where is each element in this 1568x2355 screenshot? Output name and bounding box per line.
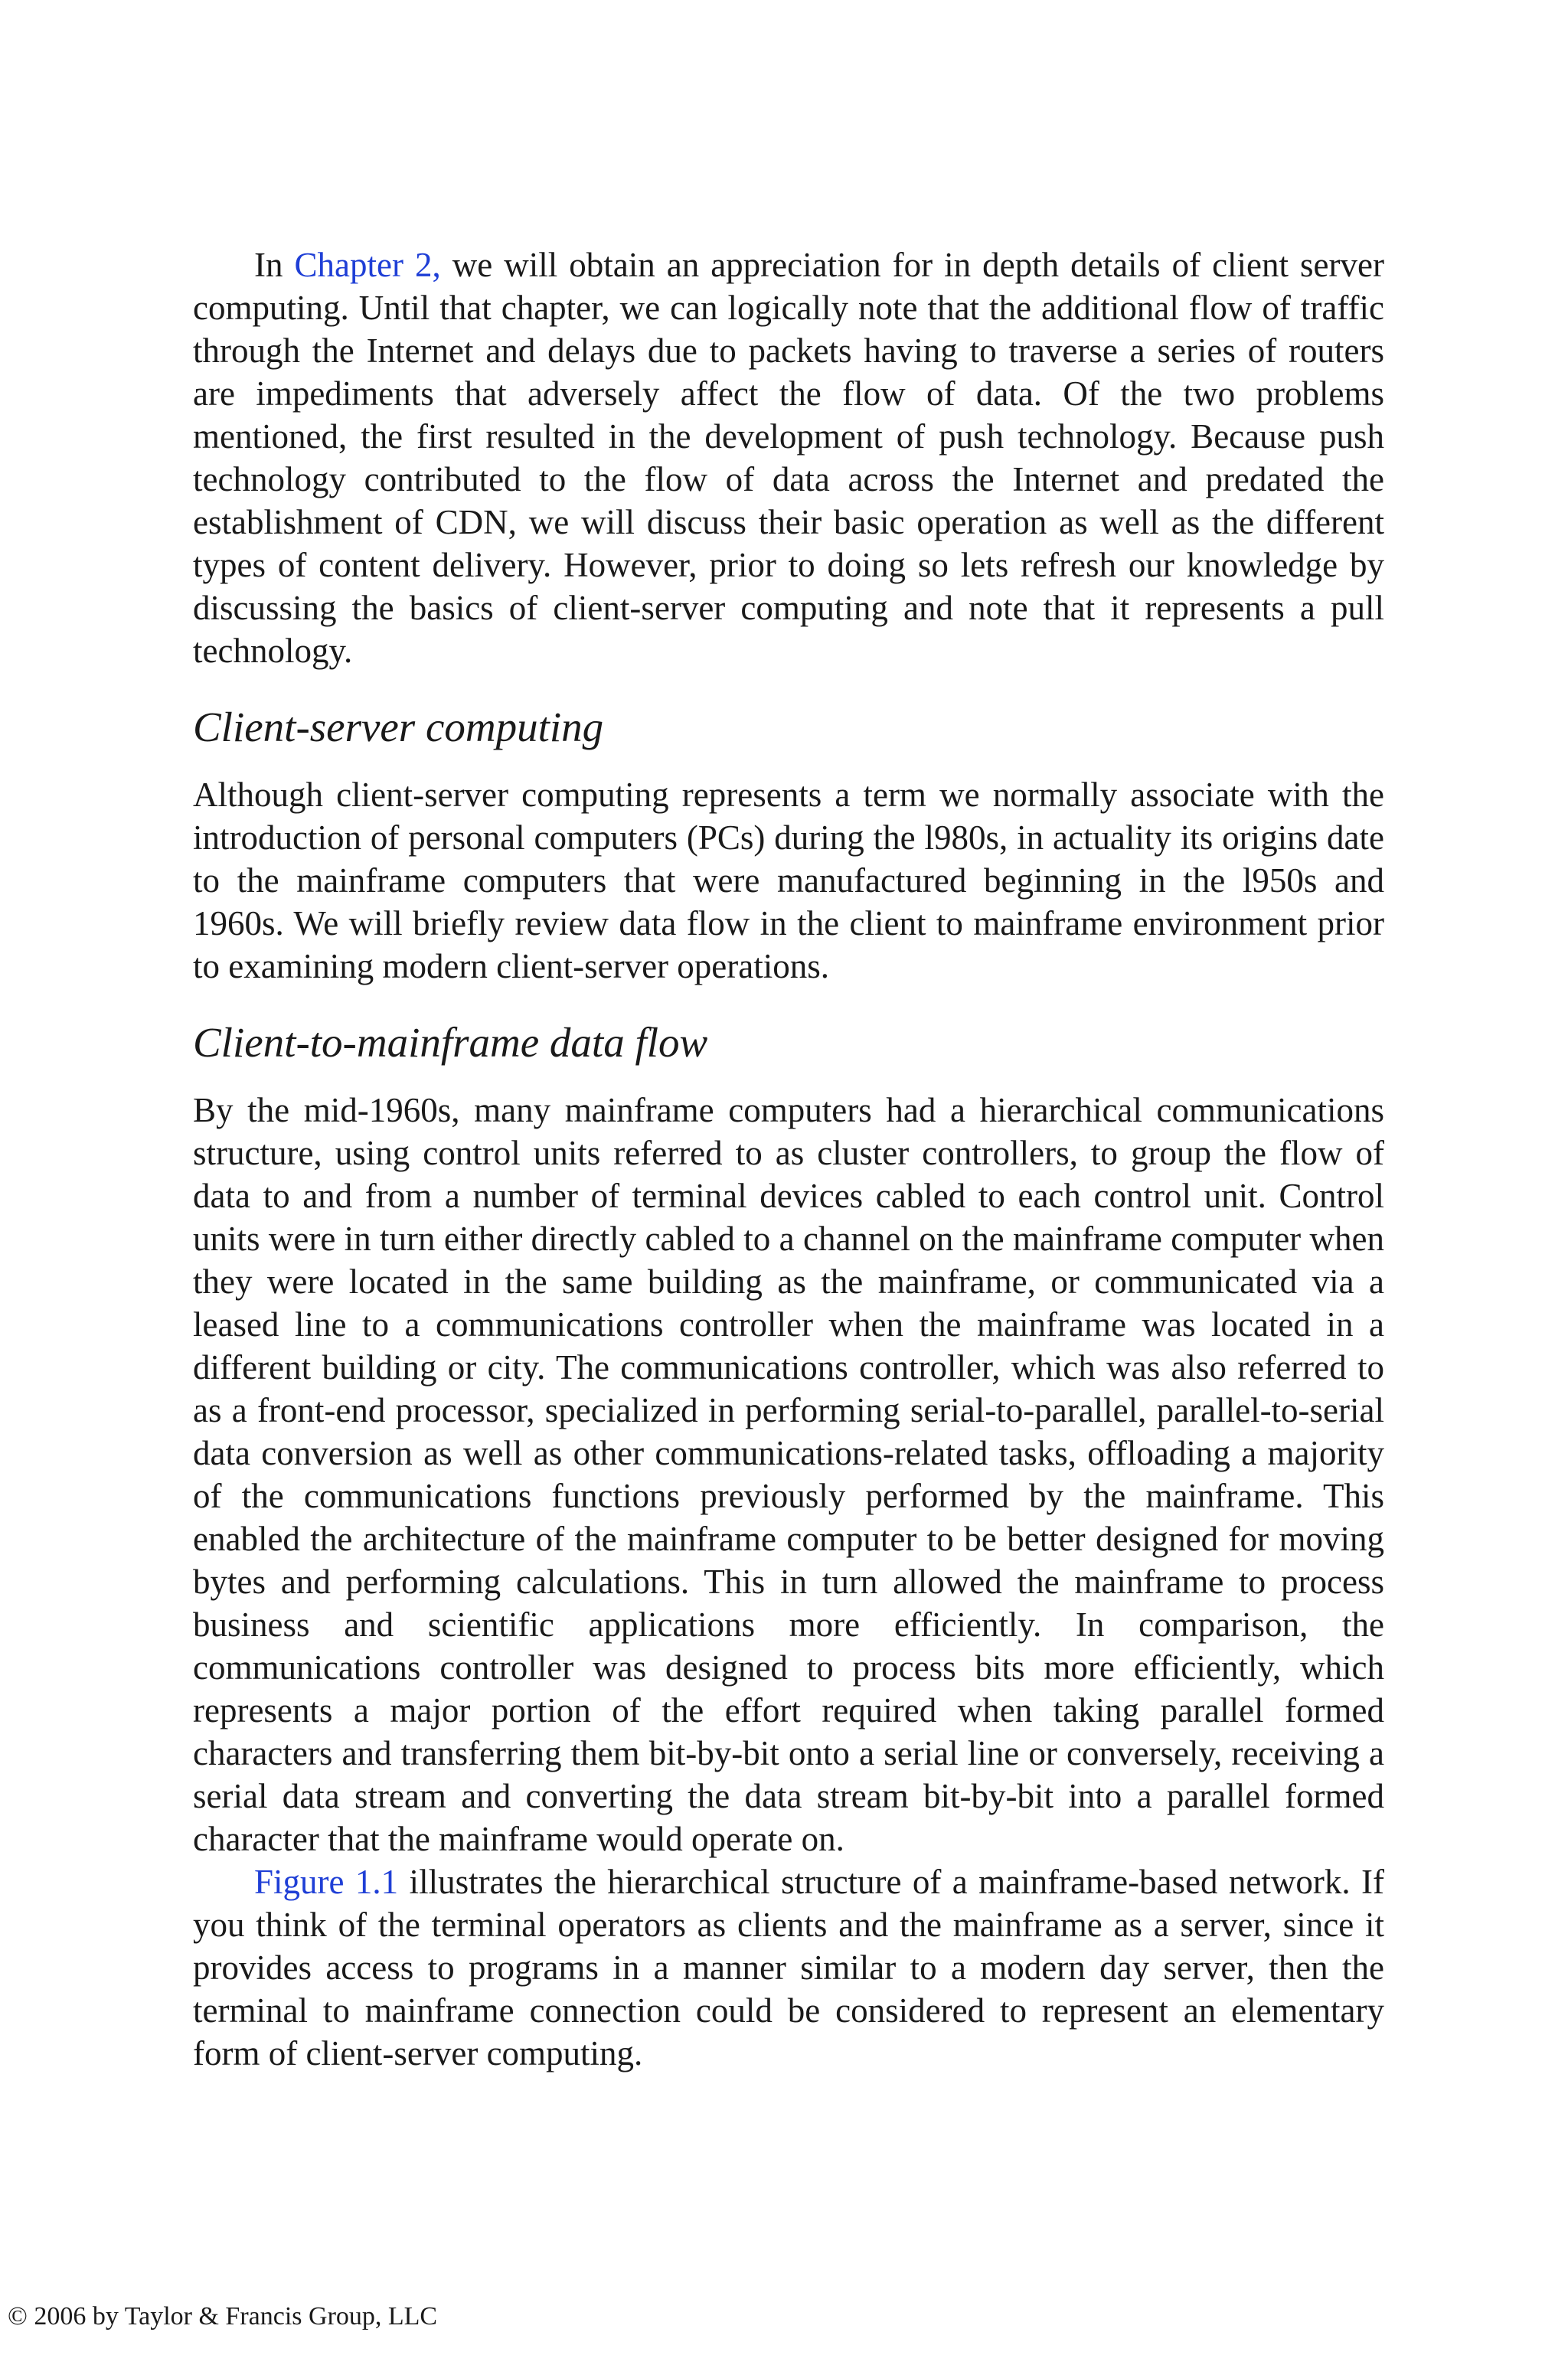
section-heading-client-server: Client-server computing — [193, 704, 604, 750]
intro-lead: In — [254, 246, 295, 284]
client-server-paragraph: Although client-server computing represents a term we normally associate with the introduction of personal computers (PCs) during the l980s, in actuality its origins date to the mainframe computers that were manufactured beginning in the l950s and 1960s. We will briefly review data flow in the client to mainframe environment prior to examining modern client-server operations. — [193, 776, 1384, 985]
copyright-footer: © 2006 by Taylor & Francis Group, LLC — [8, 2302, 438, 2331]
mainframe-paragraph: By the mid-1960s, many mainframe computers had a hierarchical communications structure, using control units referred to as cluster controllers, to group the flow of data to and from a number of terminal devices cabled to each control unit. Control units were in turn either directly cabled to a channel on the mainframe computer when they were located in the same building as the mainframe, or communicated via a leased line to a communications controller when the mainframe was located in a different building or city. The communications controller, which was also referred to as a front-end processor, specialized in performing serial-to-parallel, parallel-to-serial data conversion as well as other communications-related tasks, offloading a majority of the communications functions previously performed by the mainframe. This enabled the architecture of the mainframe computer to be better designed for moving bytes and performing calculations. This in turn allowed the mainframe to process business and scientific applications more efficiently. In comparison, the communications controller was designed to process bits more efficiently, which represents a major portion of the effort required when taking parallel formed characters and transferring them bit-by-bit onto a serial line or conversely, receiving a serial data stream and converting the data stream bit-by-bit into a parallel formed character that the mainframe would operate on. — [193, 1091, 1384, 1858]
figure-paragraph — [193, 1860, 1384, 2075]
intro-paragraph — [193, 243, 1384, 672]
figure-1-1-link[interactable]: Figure 1.1 — [254, 1863, 399, 1901]
intro-text: we will obtain an appreciation for in depth details of client server computing. Until that chapter, we can logically note that the additional flow of traffic through the Internet and delays due to packets having to traverse a series of routers are impediments that adversely affect the flow of data. Of the two problems mentioned, the first resulted in the development of push technology. Because push technology contributed to the flow of data across the Internet and predated the establishment of CDN, we will discuss their basic operation as well as the different types of content delivery. However, prior to doing so lets refresh our knowledge by discussing the basics of client-server computing and note that it represents a pull technology. — [193, 246, 1384, 670]
figure-paragraph-text: illustrates the hierarchical structure of a mainframe-based network. If you think of the terminal operators as clients and the mainframe as a server, since it provides access to programs in a manner similar to a modern day server, then the terminal to mainframe connection could be considered to represent an elementary form of client-server computing. — [193, 1863, 1384, 2072]
chapter-2-link[interactable]: Chapter 2, — [294, 246, 441, 284]
section-heading-client-to-mainframe: Client-to-mainframe data flow — [193, 1019, 708, 1066]
page-body — [193, 243, 1384, 2075]
